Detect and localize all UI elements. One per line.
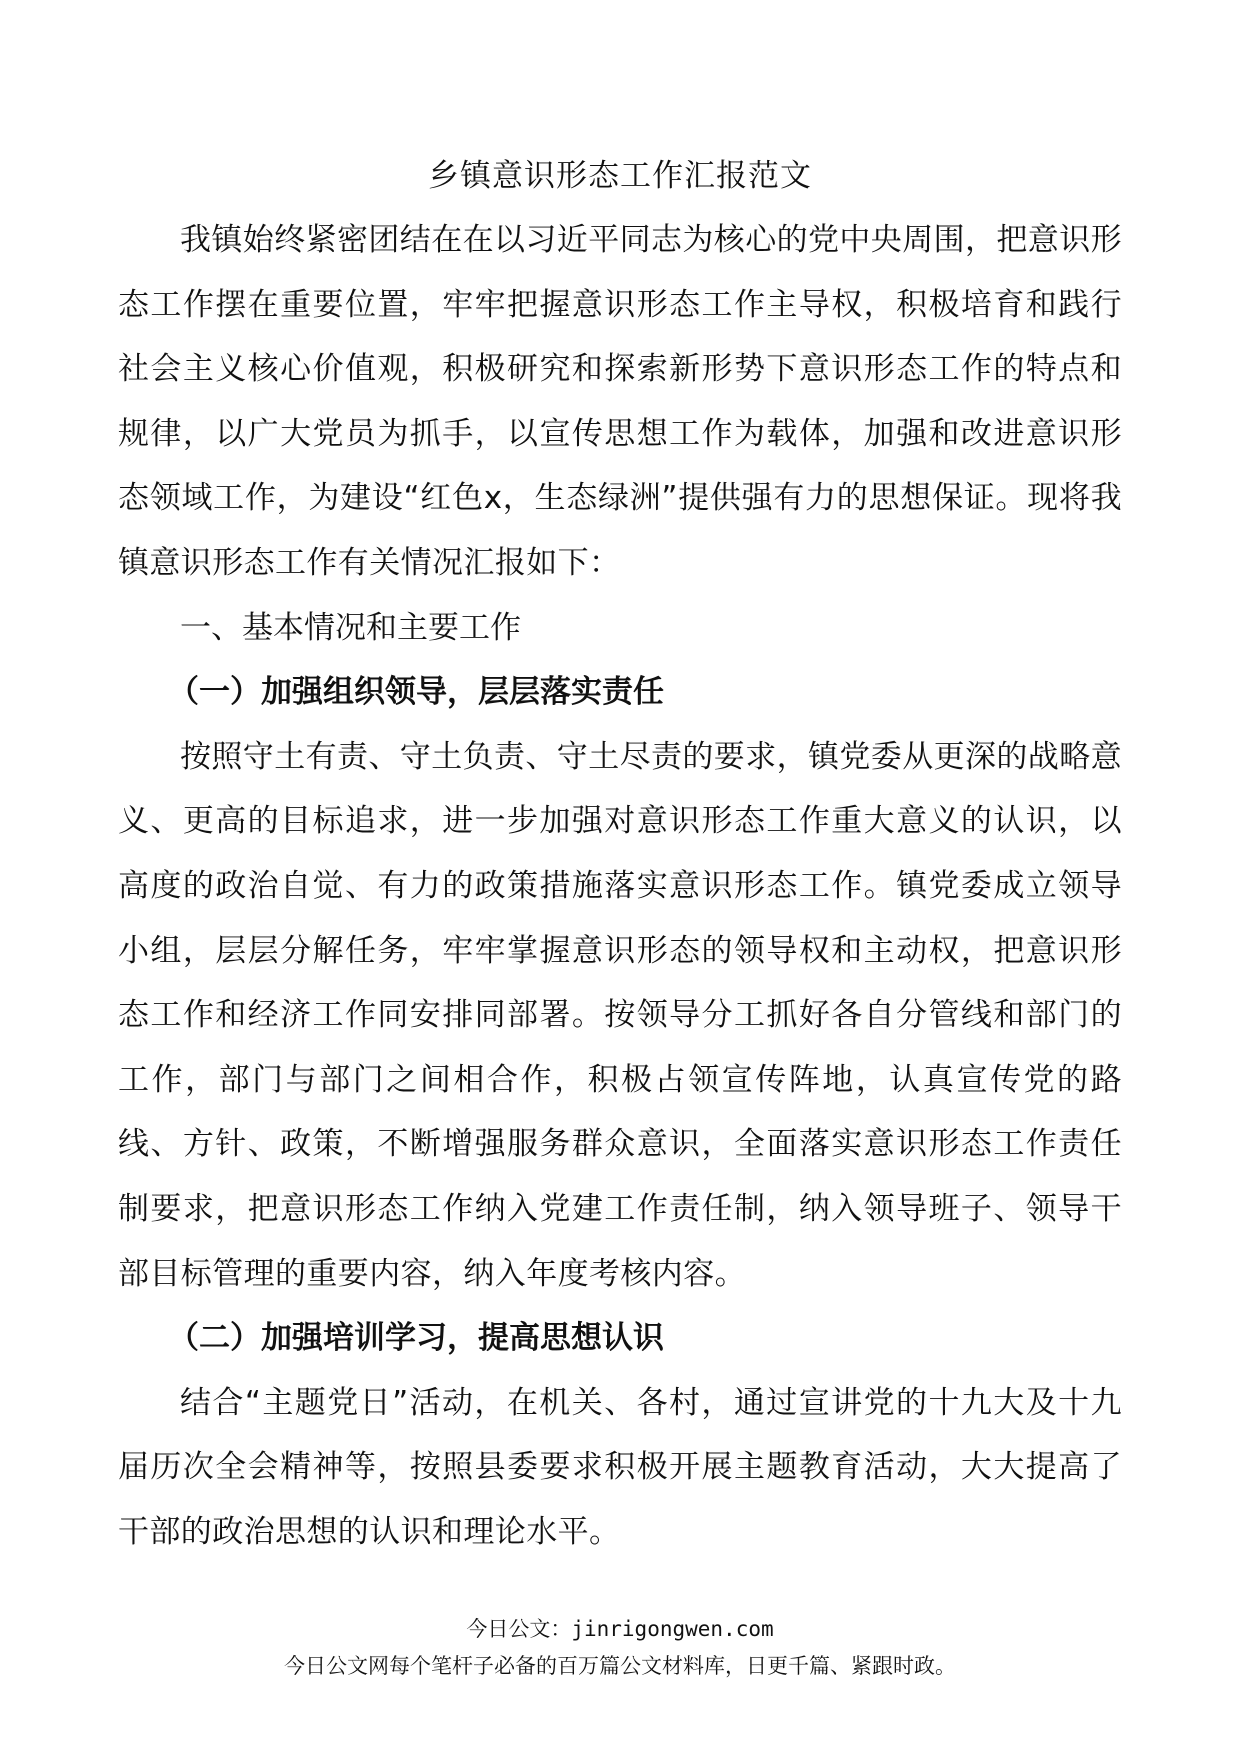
footer-site-link[interactable]: 今日公文：jinrigongwen.com [466,1617,774,1641]
subsection-paragraph-training: 结合“主题党日”活动，在机关、各村，通过宣讲党的十九大及十九届历次全会精神等，按照县委要求积极开展主题教育活动，大大提高了干部的政治思想的认识和理论水平。 [118,1384,1122,1550]
subsection-paragraph-organization: 按照守土有责、守土负责、守土尽责的要求，镇党委从更深的战略意义、更高的目标追求，进一步加强对意识形态工作重大意义的认识，以高度的政治自觉、有力的政策措施落实意识形态工作。镇党委成立领导小组，层层分解任务，牢牢掌握意识形态的领导权和主动权，把意识形态工作和经济工作同安排同部署。按领导分工抓好各自分管线和部门的工作，部门与部门之间相合作，积极占领宣传阵地，认真宣传党的路线、方针、政策，不断增强服务群众意识，全面落实意识形态工作责任制要求，把意识形态工作纳入党建工作责任制，纳入领导班子、领导干部目标管理的重要内容，纳入年度考核内容。 [118,738,1122,1292]
document-title: 乡镇意识形态工作汇报范文 [428,158,812,194]
subsection-heading-training: （二）加强培训学习，提高思想认识 [168,1320,664,1357]
intro-paragraph: 我镇始终紧密团结在在以习近平同志为核心的党中央周围，把意识形态工作摆在重要位置，牢牢把握意识形态工作主导权，积极培育和践行社会主义核心价值观，积极研究和探索新形势下意识形态工作的特点和规律，以广大党员为抓手，以宣传思想工作为载体，加强和改进意识形态领域工作，为建设“红色x，生态绿洲”提供强有力的思想保证。现将我镇意识形态工作有关情况汇报如下： [118,222,1122,581]
section-heading-basic-situation: 一、基本情况和主要工作 [180,609,521,646]
subsection-heading-organization: （一）加强组织领导，层层落实责任 [168,674,664,711]
footer-slogan: 今日公文网每个笔杆子必备的百万篇公文材料库，日更千篇、紧跟时政。 [284,1654,956,1678]
document-body [118,208,1122,1564]
